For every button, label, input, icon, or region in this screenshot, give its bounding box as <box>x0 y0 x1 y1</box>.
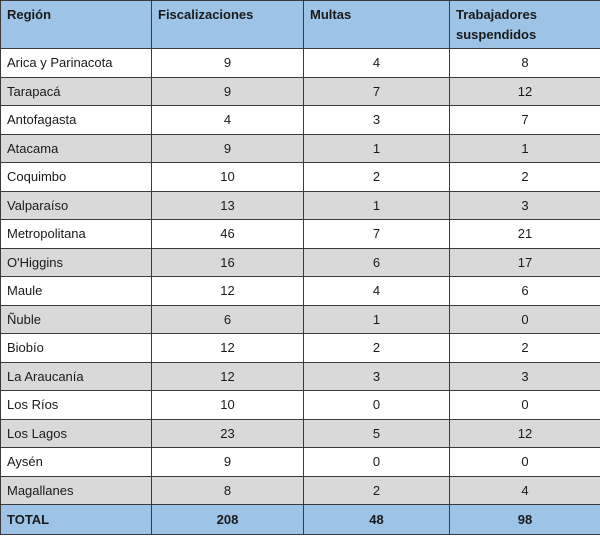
cell-fiscalizaciones: 10 <box>152 391 304 420</box>
cell-region: Los Lagos <box>1 419 152 448</box>
cell-multas: 2 <box>304 163 450 192</box>
cell-trabajadores-suspendidos: 3 <box>450 362 600 391</box>
cell-multas: 7 <box>304 77 450 106</box>
table-row <box>1 134 600 163</box>
cell-fiscalizaciones: 9 <box>152 77 304 106</box>
cell-multas: 0 <box>304 448 450 477</box>
cell-fiscalizaciones: 12 <box>152 277 304 306</box>
cell-region: Biobío <box>1 334 152 363</box>
cell-fiscalizaciones: 4 <box>152 106 304 135</box>
cell-trabajadores-suspendidos: 7 <box>450 106 600 135</box>
cell-trabajadores-suspendidos: 0 <box>450 305 600 334</box>
cell-trabajadores-suspendidos: 0 <box>450 448 600 477</box>
header-trabajadores-suspendidos: Trabajadores suspendidos <box>450 1 600 49</box>
cell-multas: 2 <box>304 334 450 363</box>
cell-region: Magallanes <box>1 476 152 505</box>
table-row <box>1 305 600 334</box>
cell-multas: 1 <box>304 191 450 220</box>
total-label: TOTAL <box>1 505 152 535</box>
cell-multas: 0 <box>304 391 450 420</box>
table-row <box>1 277 600 306</box>
table-row <box>1 220 600 249</box>
table-row <box>1 362 600 391</box>
cell-multas: 5 <box>304 419 450 448</box>
cell-trabajadores-suspendidos: 3 <box>450 191 600 220</box>
cell-fiscalizaciones: 10 <box>152 163 304 192</box>
cell-region: O'Higgins <box>1 248 152 277</box>
table-row <box>1 248 600 277</box>
total-row <box>1 505 600 535</box>
cell-multas: 2 <box>304 476 450 505</box>
cell-multas: 1 <box>304 134 450 163</box>
cell-trabajadores-suspendidos: 6 <box>450 277 600 306</box>
cell-multas: 4 <box>304 277 450 306</box>
cell-region: Ñuble <box>1 305 152 334</box>
cell-region: Arica y Parinacota <box>1 49 152 78</box>
cell-fiscalizaciones: 12 <box>152 334 304 363</box>
cell-trabajadores-suspendidos: 1 <box>450 134 600 163</box>
cell-region: Valparaíso <box>1 191 152 220</box>
cell-trabajadores-suspendidos: 17 <box>450 248 600 277</box>
header-fiscalizaciones: Fiscalizaciones <box>152 1 304 49</box>
cell-region: Aysén <box>1 448 152 477</box>
cell-fiscalizaciones: 12 <box>152 362 304 391</box>
table-row <box>1 419 600 448</box>
cell-region: Tarapacá <box>1 77 152 106</box>
table-row <box>1 476 600 505</box>
cell-fiscalizaciones: 46 <box>152 220 304 249</box>
cell-trabajadores-suspendidos: 12 <box>450 77 600 106</box>
header-multas: Multas <box>304 1 450 49</box>
cell-fiscalizaciones: 9 <box>152 134 304 163</box>
cell-region: Atacama <box>1 134 152 163</box>
total-multas: 48 <box>304 505 450 535</box>
table-row <box>1 77 600 106</box>
total-trabajadores-suspendidos: 98 <box>450 505 600 535</box>
cell-fiscalizaciones: 6 <box>152 305 304 334</box>
cell-trabajadores-suspendidos: 21 <box>450 220 600 249</box>
cell-fiscalizaciones: 13 <box>152 191 304 220</box>
cell-region: Los Ríos <box>1 391 152 420</box>
cell-region: La Araucanía <box>1 362 152 391</box>
cell-multas: 7 <box>304 220 450 249</box>
cell-multas: 1 <box>304 305 450 334</box>
cell-region: Coquimbo <box>1 163 152 192</box>
table-row <box>1 448 600 477</box>
cell-fiscalizaciones: 9 <box>152 49 304 78</box>
header-row <box>1 1 600 49</box>
cell-trabajadores-suspendidos: 4 <box>450 476 600 505</box>
table-body <box>1 49 600 505</box>
cell-region: Metropolitana <box>1 220 152 249</box>
table-row <box>1 49 600 78</box>
cell-multas: 4 <box>304 49 450 78</box>
header-region: Región <box>1 1 152 49</box>
cell-fiscalizaciones: 8 <box>152 476 304 505</box>
table-row <box>1 391 600 420</box>
cell-trabajadores-suspendidos: 2 <box>450 163 600 192</box>
cell-trabajadores-suspendidos: 12 <box>450 419 600 448</box>
cell-trabajadores-suspendidos: 0 <box>450 391 600 420</box>
cell-fiscalizaciones: 9 <box>152 448 304 477</box>
cell-region: Antofagasta <box>1 106 152 135</box>
cell-multas: 6 <box>304 248 450 277</box>
cell-region: Maule <box>1 277 152 306</box>
table-row <box>1 106 600 135</box>
total-fiscalizaciones: 208 <box>152 505 304 535</box>
cell-trabajadores-suspendidos: 2 <box>450 334 600 363</box>
cell-fiscalizaciones: 16 <box>152 248 304 277</box>
table-row <box>1 163 600 192</box>
cell-multas: 3 <box>304 106 450 135</box>
table-row <box>1 191 600 220</box>
cell-trabajadores-suspendidos: 8 <box>450 49 600 78</box>
cell-multas: 3 <box>304 362 450 391</box>
cell-fiscalizaciones: 23 <box>152 419 304 448</box>
table-row <box>1 334 600 363</box>
